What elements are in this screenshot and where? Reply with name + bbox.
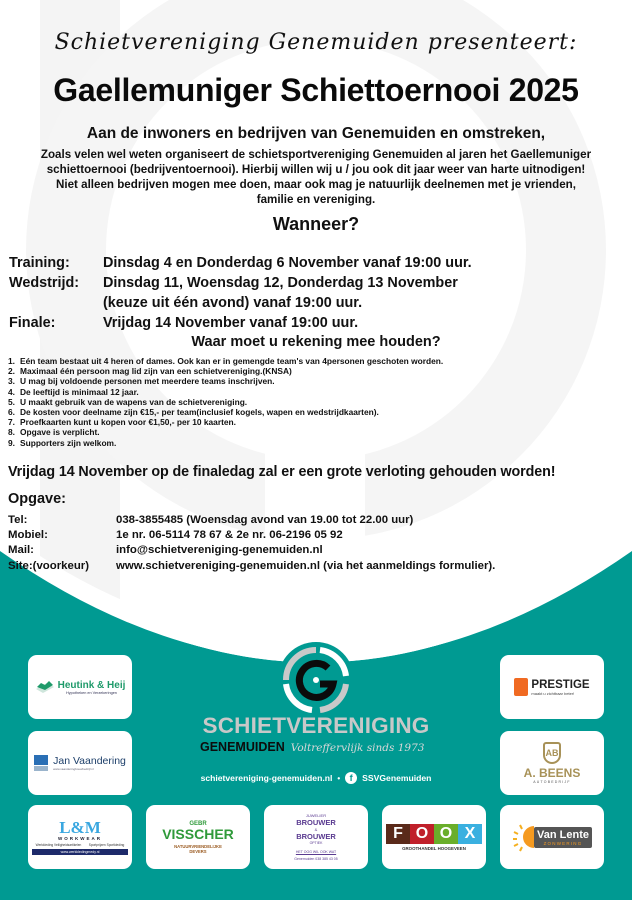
rule-item xyxy=(8,376,628,386)
intro-line: schiettoernooi (bedrijventoernooi). Hierbij willen wij u / jou ook dit jaar weer van harte uitnodigen! xyxy=(46,163,586,176)
club-name: SCHIETVERENIGING xyxy=(202,713,430,738)
schedule-row xyxy=(9,293,629,313)
subtitle: Aan de inwoners en bedrijven van Genemuiden en omstreken, xyxy=(86,125,546,142)
foox-letter: F xyxy=(386,824,410,844)
sponsor-name: L&M xyxy=(59,818,101,837)
phone-number[interactable]: 038-3855485 (Woensdag avond van 19.00 tot 22.00 uur) xyxy=(116,514,414,526)
schedule xyxy=(9,253,629,333)
contact-row-mail xyxy=(8,543,628,558)
sponsor-tagline: www.vaanderingbouwbedrijf.nl xyxy=(53,767,94,771)
intro-line: Niet alleen bedrijven mogen mee doen, maar ook mag je natuurlijk deelnemen met je vrienden, xyxy=(56,178,576,191)
sponsor-name: Van Lente xyxy=(537,828,589,841)
sponsor-col: Sportprijzen Sportkleding xyxy=(88,843,125,847)
sponsor-text xyxy=(386,824,482,851)
puzzle-house-icon xyxy=(35,679,55,695)
sponsor-text xyxy=(32,819,128,855)
schedule-label: Finale: xyxy=(9,315,56,331)
signup-heading: Opgave: xyxy=(8,491,67,507)
rule-number: 3. xyxy=(8,376,15,387)
sponsor-top: GEBR xyxy=(189,820,207,827)
sponsor-name: PRESTIGE xyxy=(531,678,590,691)
rule-number: 1. xyxy=(8,356,15,366)
facebook-icon: f xyxy=(345,772,357,784)
contact-list xyxy=(8,513,628,574)
rules-list xyxy=(8,356,628,448)
rule-text: Opgave is verplicht. xyxy=(20,427,100,438)
rule-item xyxy=(8,387,628,397)
foox-letter: X xyxy=(458,824,482,844)
sponsor-name: BROUWER xyxy=(296,817,336,827)
sponsor-tagline: Hypotheken en Verzekeringen xyxy=(66,690,117,695)
intro-text xyxy=(10,147,622,207)
rule-item xyxy=(8,417,628,427)
facebook-handle-link[interactable]: SSVGenemuiden xyxy=(362,773,432,783)
rule-text: U maakt gebruik van de wapens van de schietvereniging. xyxy=(20,396,248,407)
rule-text: De kosten voor deelname zijn €15,- per team(inclusief kogels, wapen en wedstrijdkaarten). xyxy=(20,407,379,418)
sun-icon xyxy=(512,822,534,852)
sponsor-van-lente[interactable] xyxy=(500,805,604,869)
sponsor-name: Heutink & Heij xyxy=(57,679,126,691)
rule-number: 4. xyxy=(8,386,15,397)
contact-row-mobile xyxy=(8,528,628,543)
sponsor-sub: WORKWEAR xyxy=(58,836,102,841)
jv-logo-icon xyxy=(34,755,48,771)
sponsor-text xyxy=(53,755,126,771)
rule-item xyxy=(8,427,628,437)
sponsor-text xyxy=(524,742,581,784)
rule-item xyxy=(8,397,628,407)
website-link[interactable]: www.schietvereniging-genemuiden.nl (via het aanmeldings formulier). xyxy=(116,559,496,572)
separator-dot: • xyxy=(337,773,341,783)
contact-row-site xyxy=(8,559,628,574)
intro-line: Zoals velen wel weten organiseert de schietsportvereniging Genemuiden al jaren het Gaellemuniger xyxy=(40,148,592,161)
sponsor-col: Werkkleding Veiligheidsartikelen xyxy=(35,843,82,847)
sponsor-tagline: AUTOBEDRIJF xyxy=(533,780,571,784)
rules-heading: Waar moet u rekening mee houden? xyxy=(191,334,441,350)
schedule-value: Dinsdag 11, Woensdag 12, Donderdag 13 November xyxy=(103,275,458,291)
rule-number: 2. xyxy=(8,366,15,377)
sponsor-visscher[interactable] xyxy=(146,805,250,869)
rule-text: U mag bij voldoende personen met meerdere teams inschrijven. xyxy=(20,376,275,387)
contact-label: Site:(voorkeur) xyxy=(8,559,90,572)
sponsor-text xyxy=(534,827,592,848)
sponsor-text xyxy=(162,821,234,854)
schedule-label xyxy=(9,293,103,313)
contact-label: Mail: xyxy=(8,544,34,557)
main-title: Gaellemuniger Schiettoernooi 2025 xyxy=(53,72,579,108)
sponsor-url: www.werkkledingmedy.nl xyxy=(32,849,128,855)
club-website-link[interactable]: schietvereniging-genemuiden.nl xyxy=(200,773,333,783)
sponsor-tagline: NATUURVRIENDELIJKE xyxy=(174,843,222,849)
schedule-value: Dinsdag 4 en Donderdag 6 November vanaf 19:00 uur. xyxy=(103,255,472,271)
sponsor-name: VISSCHER xyxy=(162,825,234,842)
club-place: GENEMUIDEN xyxy=(200,740,285,754)
sponsor-tagline: GROOTHANDEL HOOGEVEEN xyxy=(402,845,466,851)
sponsor-brouwer[interactable] xyxy=(264,805,368,869)
sponsor-text xyxy=(294,812,337,863)
rule-number: 9. xyxy=(8,437,15,448)
schedule-label: Wedstrijd: xyxy=(9,275,80,291)
contact-label: Tel: xyxy=(8,514,28,526)
rule-number: 8. xyxy=(8,427,15,438)
email-link[interactable]: info@schietvereniging-genemuiden.nl xyxy=(116,544,323,557)
rule-item xyxy=(8,407,628,417)
foox-letters xyxy=(386,824,482,844)
sponsor-slogan: HET OOG WIL OOK WAT xyxy=(295,849,337,854)
rule-item xyxy=(8,356,628,366)
shield-monogram-icon: AB xyxy=(543,742,561,764)
schedule-row xyxy=(9,313,629,333)
intro-line: familie en vereniging. xyxy=(256,193,376,206)
sponsor-amp: & xyxy=(314,826,318,832)
schedule-label: Training: xyxy=(9,255,70,271)
sponsor-name: BROUWER xyxy=(296,831,336,841)
schedule-value: Vrijdag 14 November vanaf 19:00 uur. xyxy=(103,315,359,331)
schedule-row xyxy=(9,253,629,273)
sponsor-jan-vaandering[interactable] xyxy=(28,731,132,795)
sponsor-sub: ZONWERING xyxy=(543,840,583,846)
sponsor-heutink-heij[interactable] xyxy=(28,655,132,719)
contact-row-tel xyxy=(8,513,628,528)
sponsor-line: OPTIEK xyxy=(309,840,323,845)
rule-number: 5. xyxy=(8,396,15,407)
sponsor-a-beens[interactable] xyxy=(500,731,604,795)
rule-text: Eén team bestaat uit 4 heren of dames. Ook kan er in gemengde team's van 4personen geschoten worden. xyxy=(20,356,444,366)
contact-label: Mobiel: xyxy=(8,529,48,542)
rule-text: Supporters zijn welkom. xyxy=(20,437,117,448)
rule-item xyxy=(8,366,628,376)
prestige-logo-icon xyxy=(514,678,528,696)
sponsor-line: JUWELIER xyxy=(305,812,327,818)
rule-number: 7. xyxy=(8,417,15,428)
foox-letter: O xyxy=(410,824,434,844)
rule-text: Maximaal één persoon mag lid zijn van een schietvereniging.(KNSA) xyxy=(20,366,292,377)
sponsor-contact: Genemuiden 038 385 43 05 xyxy=(294,856,338,861)
lottery-announcement: Vrijdag 14 November op de finaledag zal er een grote verloting gehouden worden! xyxy=(8,464,556,480)
rule-item xyxy=(8,438,628,448)
sponsor-prestige[interactable] xyxy=(500,655,604,719)
mobile-numbers[interactable]: 1e nr. 06-5114 78 67 & 2e nr. 06-2196 05 92 xyxy=(116,529,343,542)
rule-text: Proefkaarten kunt u kopen voor €1,50,- per 10 kaarten. xyxy=(20,417,236,428)
club-subtitle xyxy=(200,740,440,754)
sponsor-name: A. BEENS xyxy=(523,766,581,780)
sponsor-columns xyxy=(32,843,128,847)
sponsor-name: Jan Vaandering xyxy=(53,755,126,767)
schedule-value: (keuze uit één avond) vanaf 19:00 uur. xyxy=(103,295,363,311)
sponsor-tagline: DEVERS xyxy=(189,848,207,854)
sponsor-foox[interactable] xyxy=(382,805,486,869)
sponsor-text xyxy=(58,680,126,695)
rule-number: 6. xyxy=(8,407,15,418)
sponsor-text xyxy=(531,679,589,696)
sponsor-lm-workwear[interactable] xyxy=(28,805,132,869)
club-target-logo-icon xyxy=(276,640,356,720)
schedule-heading: Wanneer? xyxy=(272,214,360,234)
sponsor-tagline: maakt u zichtbaar beter! xyxy=(531,690,575,696)
club-slogan: Voltreffervlijk sinds 1973 xyxy=(290,742,425,754)
script-title: Schietvereniging Genemuiden presenteert: xyxy=(54,30,578,55)
foox-letter: O xyxy=(434,824,458,844)
rule-text: De leeftijd is minimaal 12 jaar. xyxy=(20,386,139,397)
schedule-row xyxy=(9,273,629,293)
